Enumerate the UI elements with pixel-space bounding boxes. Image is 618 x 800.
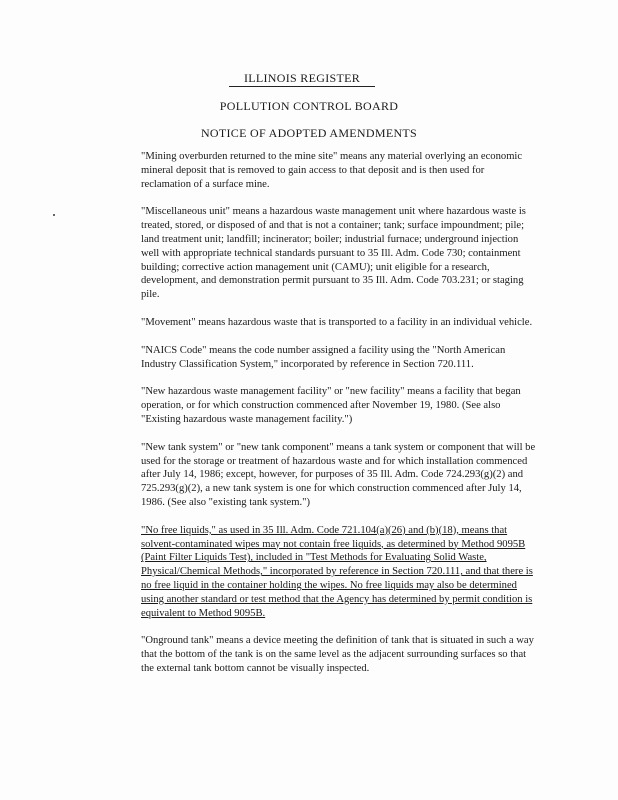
- board-heading: POLLUTION CONTROL BOARD: [219, 99, 399, 113]
- margin-speck: [53, 214, 55, 216]
- definition-movement: "Movement" means hazardous waste that is transported to a facility in an individual vehicle.: [141, 316, 533, 328]
- definition-onground-tank: "Onground tank" means a device meeting the definition of tank that is situated in such a way that the bottom of the tank is on the same level as the adjacent surrounding surfaces so that the external tank bottom cannot be visually inspected.: [141, 635, 534, 674]
- definition-new-facility: "New hazardous waste management facility" or "new facility" means a facility that began operation, or for which construction commenced after November 19, 1980. (See also "Existing hazardous waste management facility."): [141, 386, 521, 425]
- definition-no-free-liquids: "No free liquids," as used in 35 Ill. Adm. Code 721.104(a)(26) and (b)(18), means that solvent-contaminated wipes may not contain free liquids, as determined by Method 9095B (Paint Filter Liquids Test), included in "Test Methods for Evaluating Solid Waste, Physical/Chemical Methods," incorporated by reference in Section 720.111, and that there is no free liquid in the container holding the wipes. No free liquids may also be determined using another standard or test method that the Agency has determined by permit condition is equivalent to Method 9095B.: [141, 524, 533, 619]
- definition-miscellaneous-unit: "Miscellaneous unit" means a hazardous waste management unit where hazardous waste is treated, stored, or disposed of and that is not a container; tank; surface impoundment; pile; land treatment unit; landfill; incinerator; boiler; industrial furnace; underground injection well with appropriate technical standards pursuant to 35 Ill. Adm. Code 730; containment building; corrective action management unit (CAMU); unit eligible for a research, development, and demonstration permit pursuant to 35 Ill. Adm. Code 703.231; or staging pile.: [141, 206, 526, 301]
- notice-heading: NOTICE OF ADOPTED AMENDMENTS: [200, 126, 418, 140]
- definition-mining-overburden: "Mining overburden returned to the mine site" means any material overlying an economic mineral deposit that is removed to gain access to that deposit and is then used for reclamation of a surface mine.: [141, 151, 523, 190]
- definition-naics-code: "NAICS Code" means the code number assigned a facility using the "North American Industry Classification System," incorporated by reference in Section 720.111.: [141, 344, 506, 370]
- register-heading: ILLINOIS REGISTER: [229, 71, 375, 87]
- definition-new-tank-system: "New tank system" or "new tank component" means a tank system or component that will be used for the storage or treatment of hazardous waste and for which installation commenced after July 14, 1986; except, however, for purposes of 35 Ill. Adm. Code 724.293(g)(2) and 725.293(g)(2), a new tank system is one for which construction commenced after July 14, 1986. (See also "existing tank system."): [141, 441, 536, 508]
- document-body: [141, 150, 536, 690]
